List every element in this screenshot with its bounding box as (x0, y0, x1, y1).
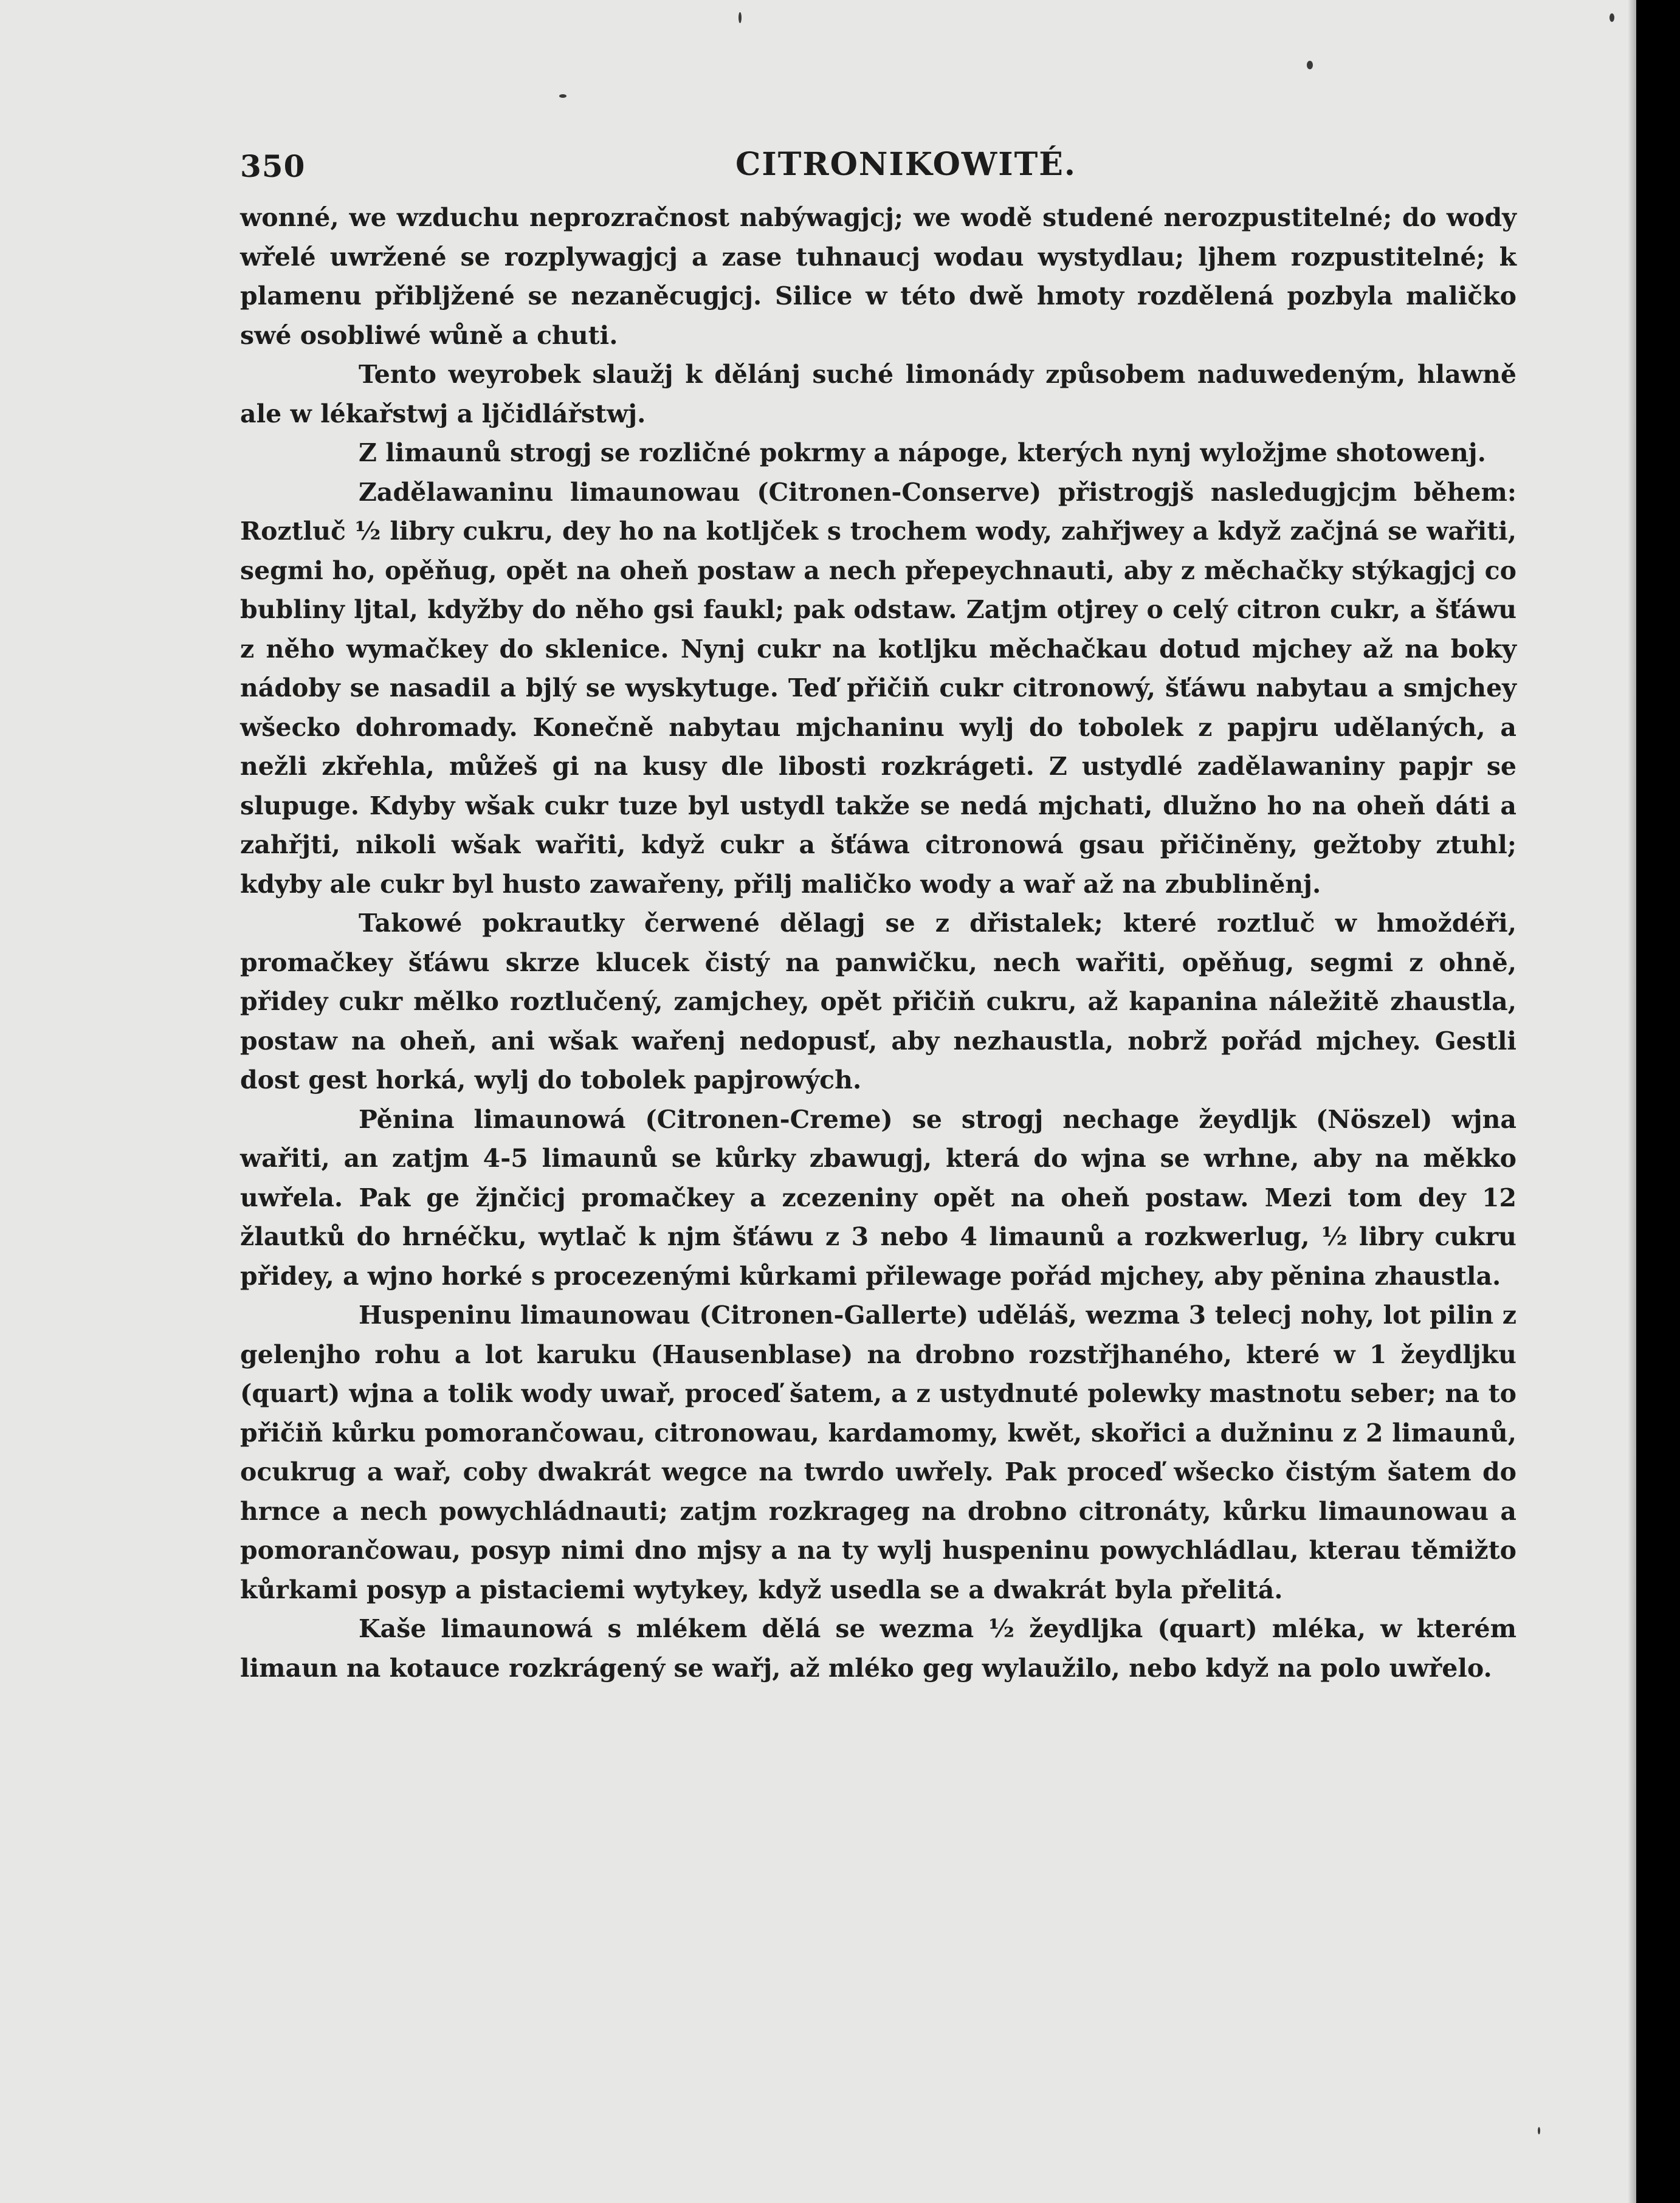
dust-speck (1538, 2127, 1540, 2134)
page-number: 350 (240, 148, 306, 184)
paragraph: Zadělawaninu limaunowau (Citronen-Conserve) přistrogjš nasledugjcjm během: Roztluč ½ libry cukru, dey ho na kotljček s trochem wody, zahřjwey a když začjná se wařiti, segmi ho, opěňug, opět na oheň postaw a nech přepeychnauti, aby z měchačky stýkagjcj co bubliny ljtal, kdyžby do něho gsi faukl; pak odstaw. Zatjm otjrey o celý citron cukr, a šťáwu z něho wymačkey do sklenice. Nynj cukr na kotljku měchačkau dotud mjchey až na boky nádoby se nasadil a bjlý se wyskytuge. Teď přičiň cukr citronowý, šťáwu nabytau a smjchey wšecko dohromady. Konečně nabytau mjchaninu wylj do tobolek z papjru udělaných, a nežli zkřehla, můžeš gi na kusy dle libosti rozkrágeti. Z ustydlé zadělawaniny papjr se slupuge. Kdyby wšak cukr tuze byl ustydl takže se nedá mjchati, dlužno ho na oheň dáti a zahřjti, nikoli wšak wařiti, když cukr a šťáwa citronowá gsau přičiněny, gežtoby ztuhl; kdyby ale cukr byl husto zawařeny, přilj maličko wody a wař až na zbubliněnj. (240, 477, 1516, 899)
dust-speck (1609, 13, 1614, 22)
paragraph: Takowé pokrautky čerwené dělagj se z dřistalek; které roztluč w hmoždéři, promačkey šťáwu skrze klucek čistý na panwičku, nech wařiti, opěňug, segmi z ohně, přidey cukr mělko roztlučený, zamjchey, opět přičiň cukru, až kapanina náležitě zhaustla, postaw na oheň, ani wšak wařenj nedopusť, aby nezhaustla, nobrž pořád mjchey. Gestli dost gest horká, wylj do tobolek papjrowých. (240, 909, 1516, 1095)
paragraph: Kaše limaunowá s mlékem dělá se wezma ½ žeydljka (quart) mléka, w kterém limaun na kotauce rozkrágený se wařj, až mléko geg wylaužilo, nebo když na polo uwřelo. (240, 1614, 1516, 1683)
dust-speck (559, 94, 566, 98)
paragraph: Tento weyrobek slaužj k dělánj suché limonády způsobem naduwedeným, hlawně ale w lékařstwj a ljčidlářstwj. (240, 360, 1516, 428)
book-page (240, 146, 1516, 1688)
scan-edge-shadow (1628, 0, 1636, 2203)
paragraph: wonné, we wzduchu neprozračnost nabýwagjcj; we wodě studené nerozpustitelné; do wody wřelé uwržené se rozplywagjcj a zase tuhnaucj wodau wystydlau; ljhem rozpustitelné; k plamenu přibljžené se nezaněcugjcj. Silice w této dwě hmoty rozdělená pozbyla maličko swé osobliwé wůně a chuti. (240, 203, 1516, 350)
dust-speck (738, 12, 742, 23)
body-text (240, 198, 1516, 1688)
running-title: CITRONIKOWITÉ. (735, 146, 1077, 183)
scan-edge (1636, 0, 1680, 2203)
page-header (240, 146, 1516, 188)
paragraph: Z limaunů strogj se rozličné pokrmy a nápoge, kterých nynj wyložjme shotowenj. (359, 438, 1486, 467)
paragraph: Huspeninu limaunowau (Citronen-Gallerte) uděláš, wezma 3 telecj nohy, lot pilin z gelenjho rohu a lot karuku (Hausenblase) na drobno rozstřjhaného, které w 1 žeydljku (quart) wjna a tolik wody uwař, proceď šatem, a z ustydnuté polewky mastnotu seber; na to přičiň kůrku pomorančowau, citronowau, kardamomy, kwět, skořici a dužninu z 2 limaunů, ocukrug a wař, coby dwakrát wegce na twrdo uwřely. Pak proceď wšecko čistým šatem do hrnce a nech powychládnauti; zatjm rozkrageg na drobno citronáty, kůrku limaunowau a pomorančowau, posyp nimi dno mjsy a na ty wylj huspeninu powychládlau, kterau těmižto kůrkami posyp a pistaciemi wytykey, když usedla se a dwakrát byla přelitá. (240, 1301, 1516, 1604)
paragraph: Pěnina limaunowá (Citronen-Creme) se strogj nechage žeydljk (Nöszel) wjna wařiti, an zatjm 4-5 limaunů se kůrky zbawugj, která do wjna se wrhne, aby na měkko uwřela. Pak ge žjnčicj promačkey a zcezeniny opět na oheň postaw. Mezi tom dey 12 žlautků do hrnéčku, wytlač k njm šťáwu z 3 nebo 4 limaunů a rozkwerlug, ½ libry cukru přidey, a wjno horké s procezenými kůrkami přilewage pořád mjchey, aby pěnina zhaustla. (240, 1104, 1516, 1291)
dust-speck (1307, 61, 1313, 69)
